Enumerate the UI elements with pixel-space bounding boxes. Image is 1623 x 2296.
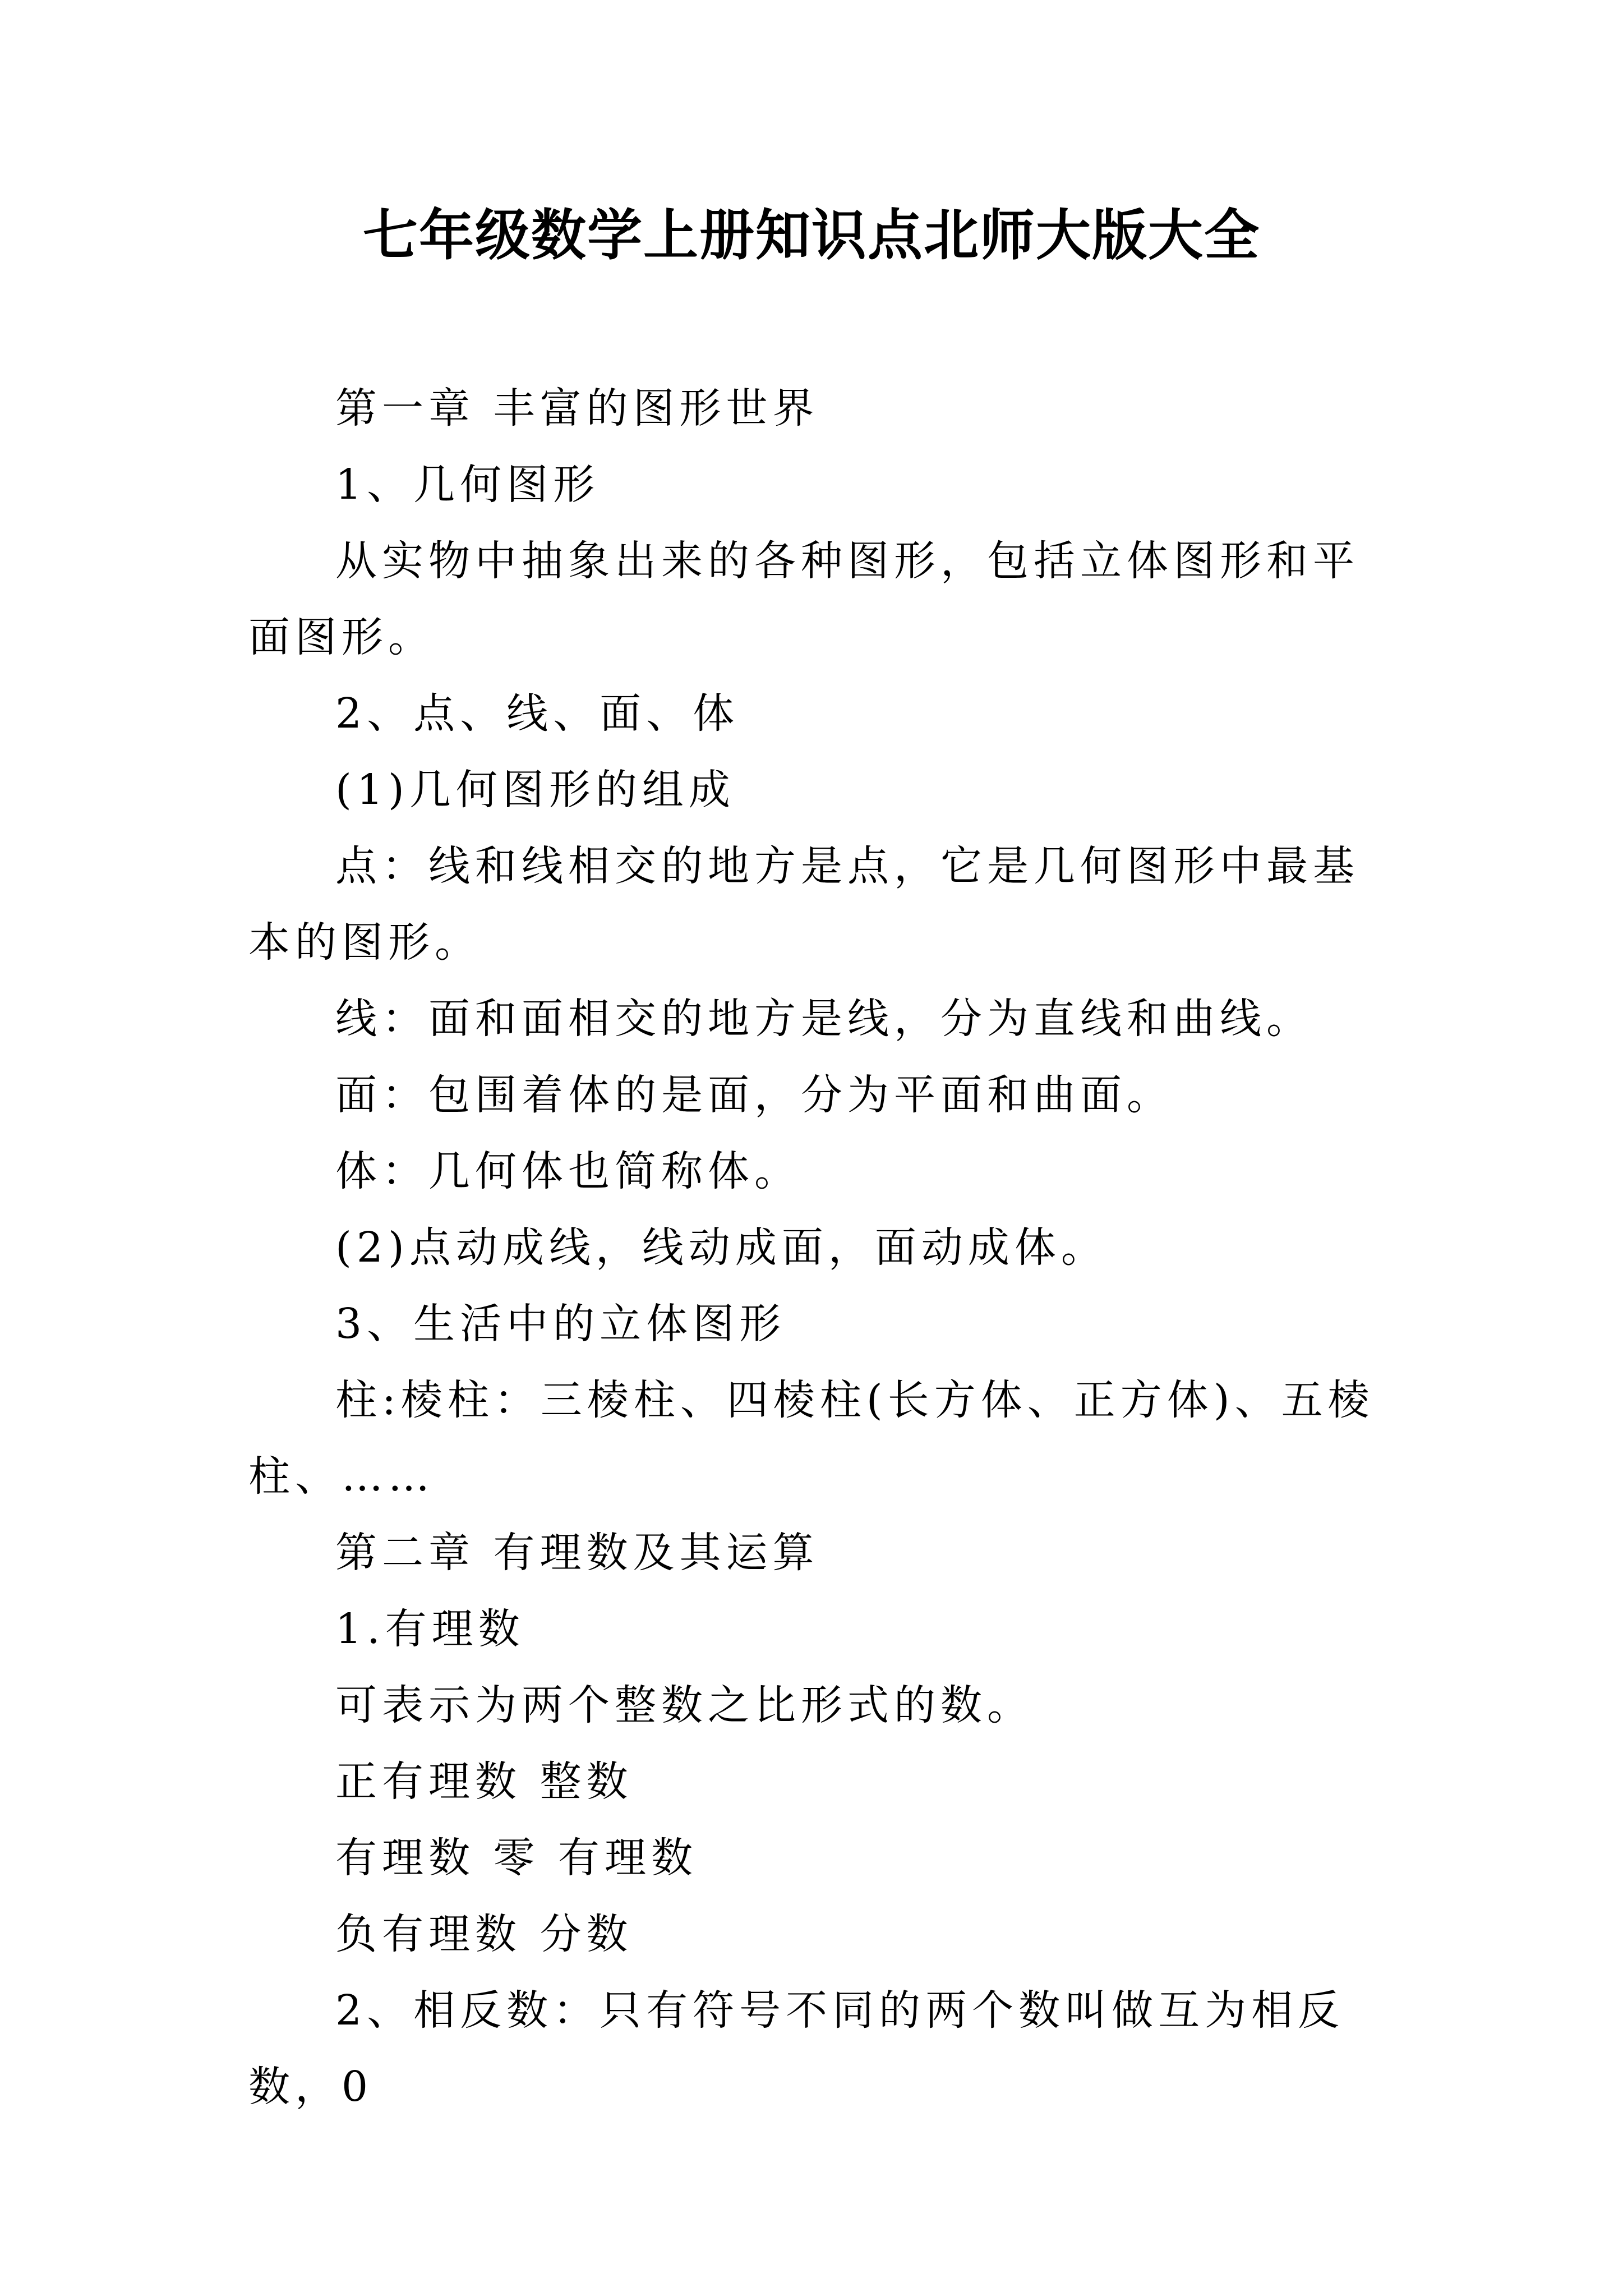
paragraph: 点：线和线相交的地方是点，它是几何图形中最基本的图形。 xyxy=(248,842,1359,967)
paragraph: 体：几何体也简称体。 xyxy=(335,1147,801,1195)
paragraph: 面：包围着体的是面，分为平面和曲面。 xyxy=(335,1071,1173,1119)
chapter-heading-2: 第二章 有理数及其运算 xyxy=(335,1529,819,1577)
classification-line: 负有理数 分数 xyxy=(335,1910,633,1958)
paragraph: (2)点动成线，线动成面，面动成体。 xyxy=(335,1223,1108,1272)
section-heading: 1.有理数 xyxy=(335,1605,525,1653)
chapter-heading-1: 第一章 丰富的图形世界 xyxy=(335,384,819,432)
section-heading: 3、生活中的立体图形 xyxy=(335,1300,786,1348)
paragraph: 可表示为两个整数之比形式的数。 xyxy=(335,1681,1034,1729)
document-body xyxy=(248,370,1381,2125)
classification-line: 正有理数 整数 xyxy=(335,1757,633,1806)
document-title: 七年级数学上册知识点北师大版大全 xyxy=(362,203,1260,268)
paragraph: 柱:棱柱：三棱柱、四棱柱(长方体、正方体)、五棱柱、…… xyxy=(248,1376,1375,1501)
section-heading: 2、点、线、面、体 xyxy=(335,689,740,738)
classification-line: 有理数 零 有理数 xyxy=(335,1834,698,1882)
paragraph: 2、相反数：只有符号不同的两个数叫做互为相反数，0 xyxy=(248,1986,1345,2111)
subsection-heading: (1)几何图形的组成 xyxy=(335,766,735,814)
section-heading: 1、几何图形 xyxy=(335,461,600,509)
paragraph: 线：面和面相交的地方是线，分为直线和曲线。 xyxy=(335,995,1313,1043)
paragraph: 从实物中抽象出来的各种图形，包括立体图形和平面图形。 xyxy=(248,537,1359,661)
